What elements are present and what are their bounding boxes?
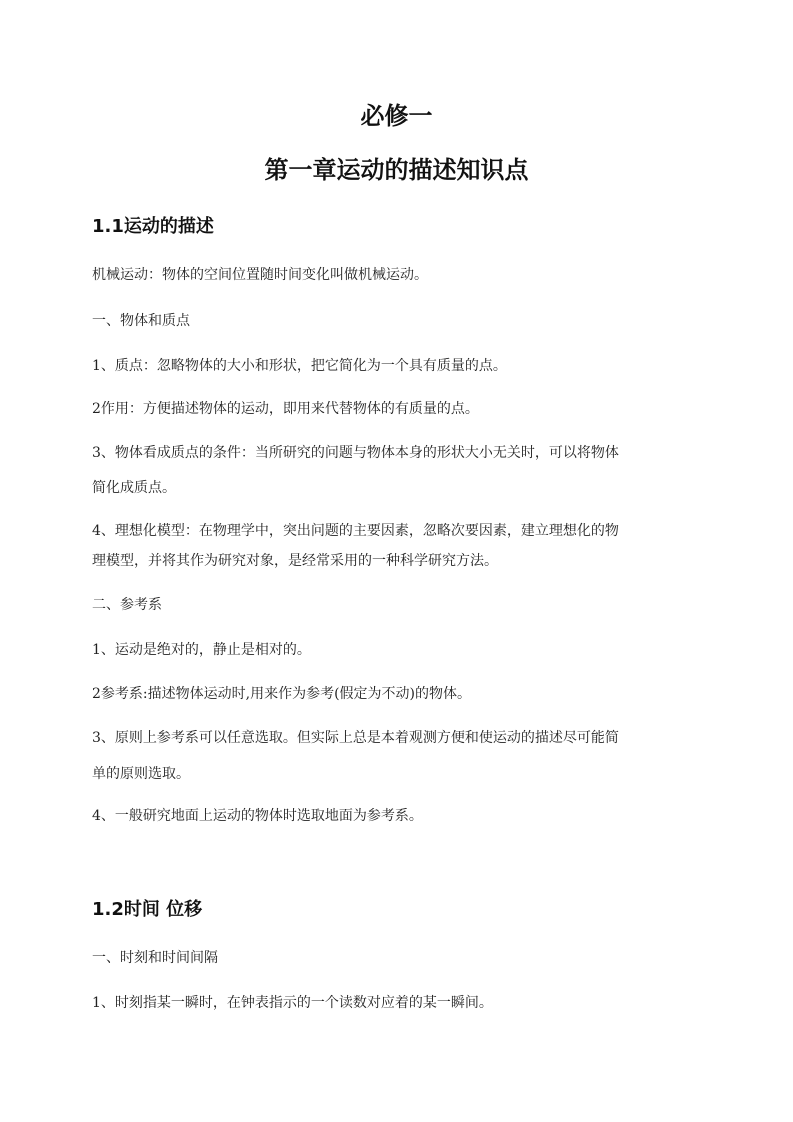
- paragraph-particle-condition-line1: 3、物体看成质点的条件：当所研究的问题与物体本身的形状大小无关时，可以将物体: [92, 445, 619, 461]
- paragraph-motion-absolute: 1、运动是绝对的，静止是相对的。: [92, 642, 311, 658]
- chapter-title: 第一章运动的描述知识点: [264, 156, 529, 184]
- paragraph-particle-condition-line2: 简化成质点。: [92, 480, 176, 496]
- paragraph-mechanical-motion: 机械运动：物体的空间位置随时间变化叫做机械运动。: [92, 267, 428, 283]
- document-title: 必修一: [360, 102, 433, 130]
- subheading-time-and-interval: 一、时刻和时间间隔: [92, 950, 218, 966]
- paragraph-particle-purpose: 2作用：方便描述物体的运动，即用来代替物体的有质量的点。: [92, 401, 479, 417]
- paragraph-ground-reference: 4、一般研究地面上运动的物体时选取地面为参考系。: [92, 808, 423, 824]
- subheading-object-and-particle: 一、物体和质点: [92, 313, 190, 329]
- paragraph-ideal-model-line1: 4、理想化模型：在物理学中，突出问题的主要因素，忽略次要因素，建立理想化的物: [92, 523, 619, 539]
- paragraph-reference-frame-choice-line2: 单的原则选取。: [92, 766, 190, 782]
- subheading-reference-frame: 二、参考系: [92, 597, 162, 613]
- paragraph-moment-definition: 1、时刻指某一瞬时，在钟表指示的一个读数对应着的某一瞬间。: [92, 995, 493, 1011]
- paragraph-reference-frame-definition: 2参考系:描述物体运动时,用来作为参考(假定为不动)的物体。: [92, 686, 471, 702]
- section-heading-1-2: 1.2时间 位移: [92, 899, 203, 920]
- paragraph-ideal-model-line2: 理模型，并将其作为研究对象，是经常采用的一种科学研究方法。: [92, 553, 498, 569]
- section-heading-1-1: 1.1运动的描述: [92, 216, 214, 237]
- paragraph-particle-definition: 1、质点：忽略物体的大小和形状，把它简化为一个具有质量的点。: [92, 358, 507, 374]
- paragraph-reference-frame-choice-line1: 3、原则上参考系可以任意选取。但实际上总是本着观测方便和使运动的描述尽可能简: [92, 730, 619, 746]
